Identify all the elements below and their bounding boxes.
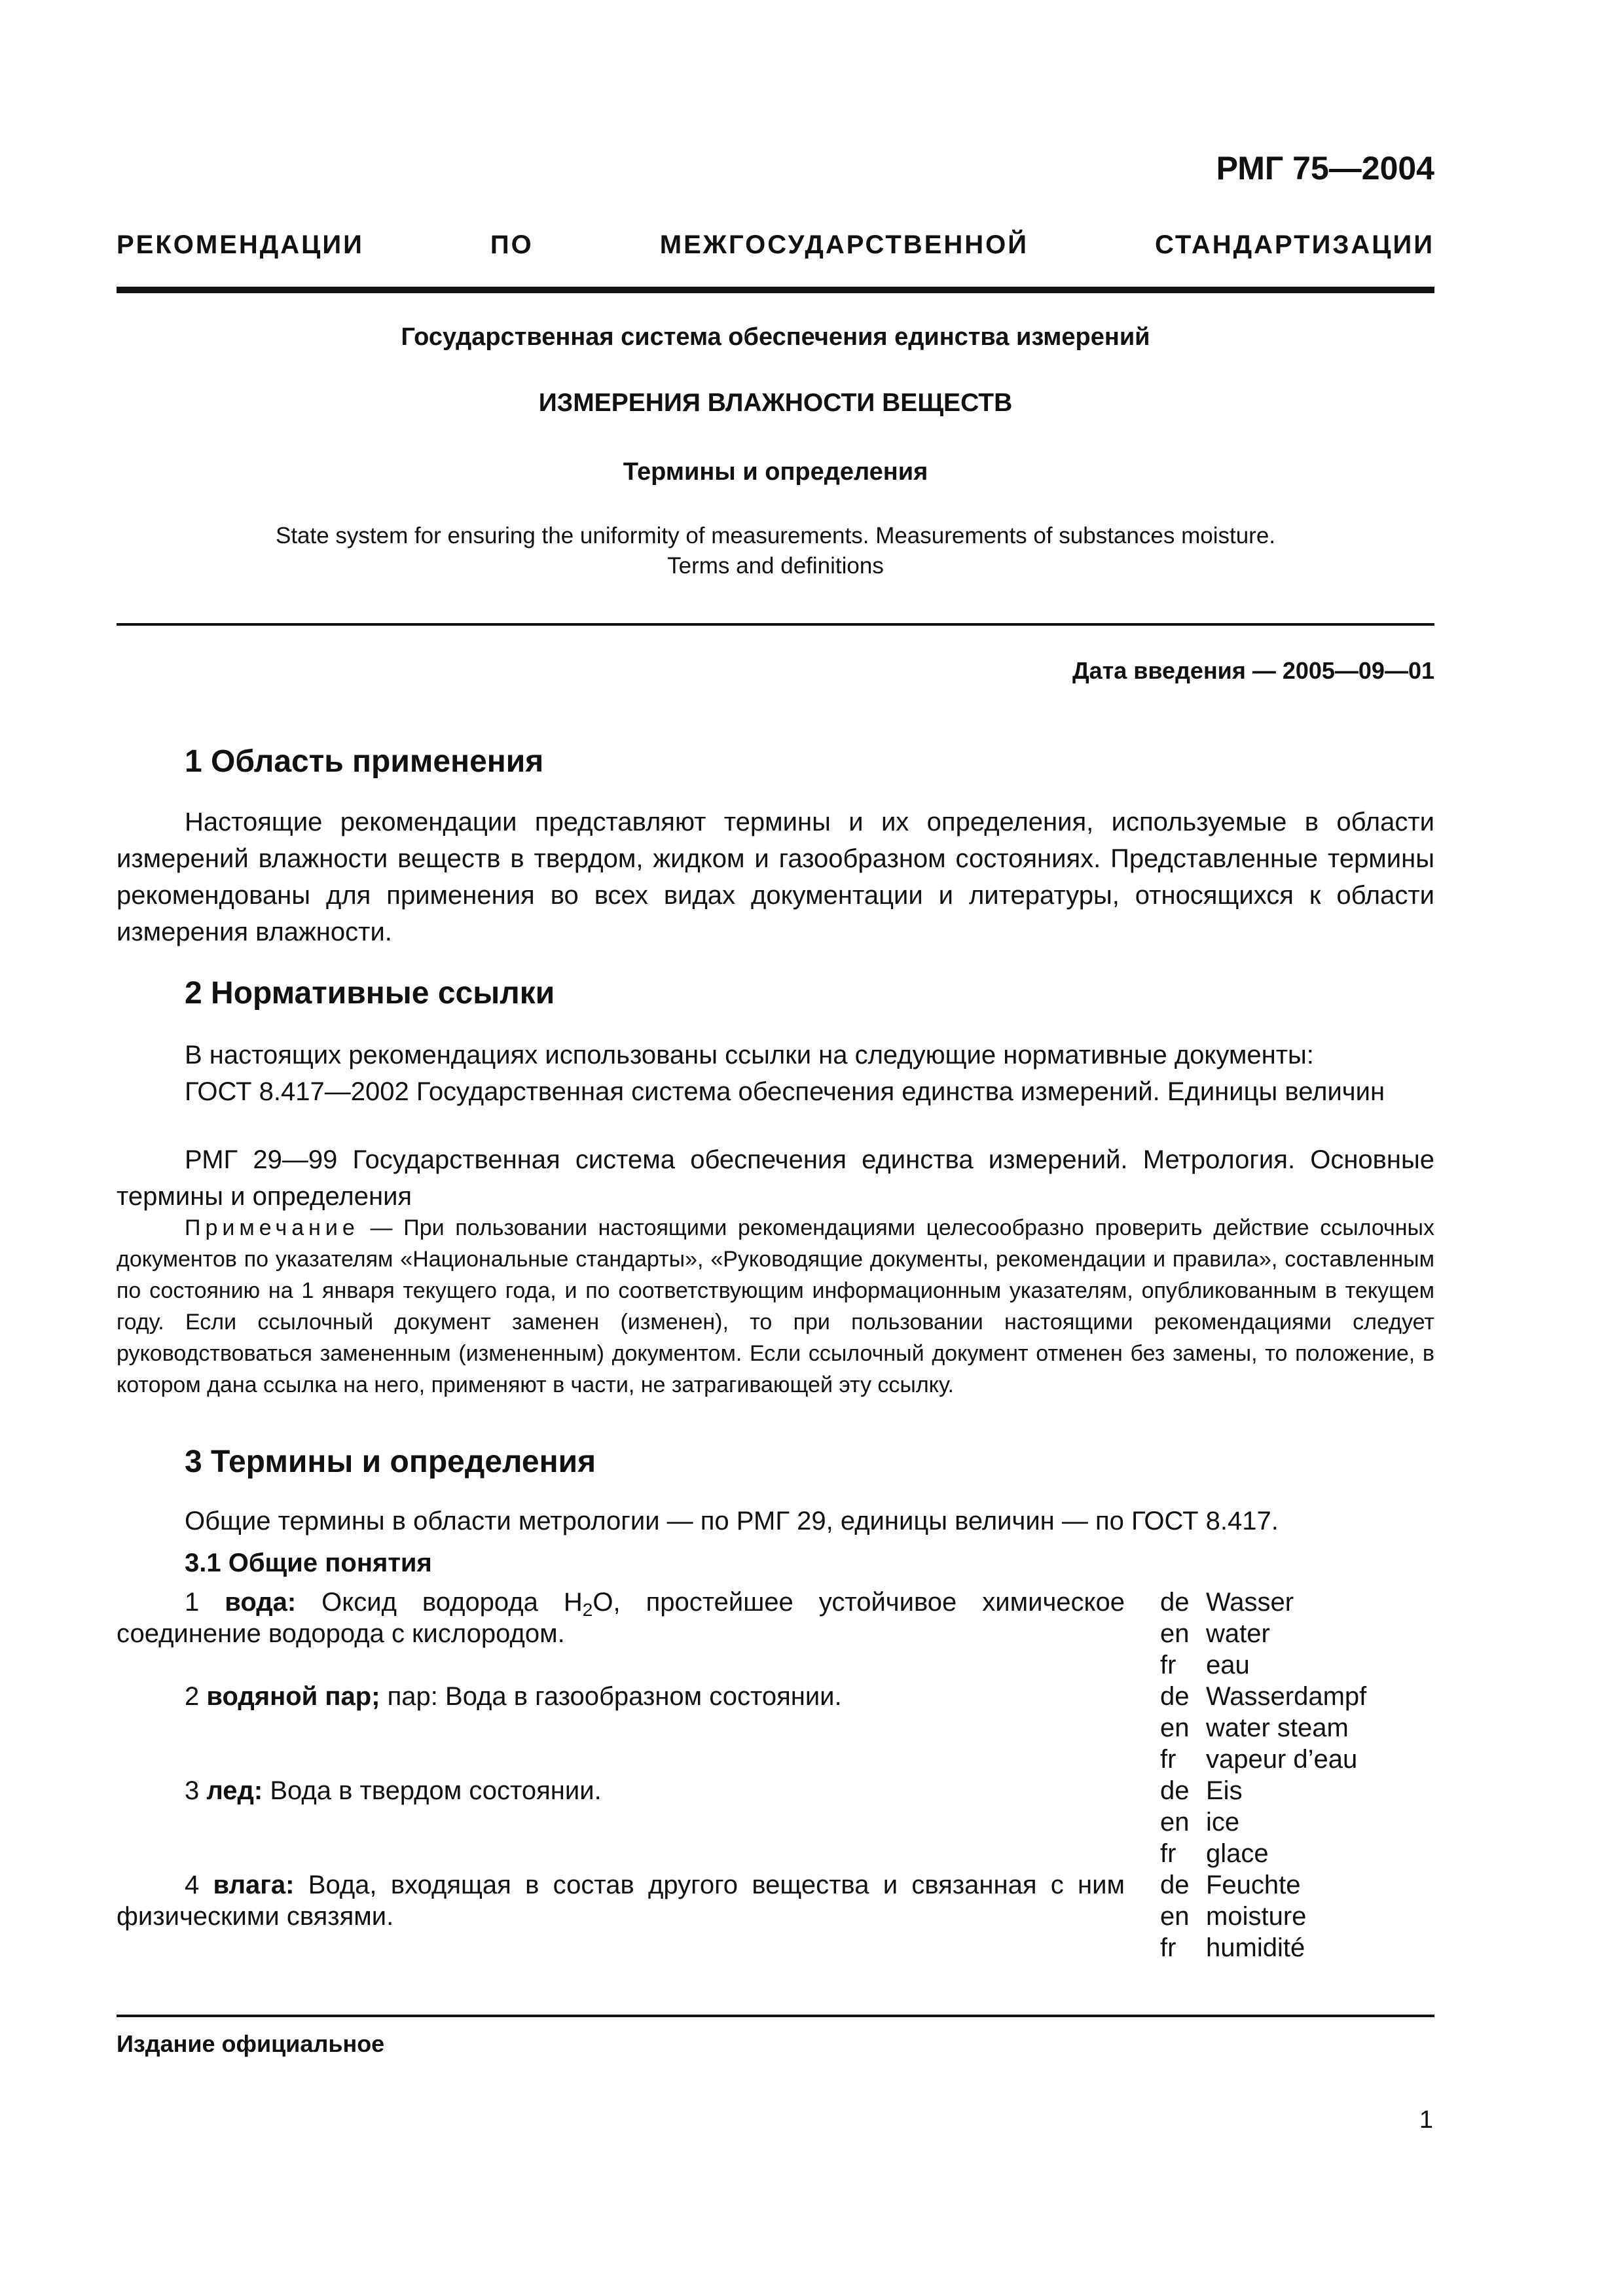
lang-code: fr: [1160, 1651, 1176, 1679]
section-3-lead: [117, 1503, 1434, 1539]
section-2-heading: 2 Нормативные ссылки: [185, 976, 555, 1011]
term-equivalents: [1160, 1775, 1269, 1869]
english-title: [117, 521, 1434, 581]
term-entry: [117, 1869, 1125, 1932]
term-entry: [117, 1681, 1125, 1712]
series-title: РЕКОМЕНДАЦИИ ПО МЕЖГОСУДАРСТВЕННОЙ СТАНДАРТИЗАЦИИ: [117, 230, 1434, 259]
section-2-lead: [117, 1037, 1434, 1073]
term-definition: Оксид водорода H: [296, 1588, 583, 1617]
reference-gost: [117, 1073, 1434, 1110]
main-title: ИЗМЕРЕНИЯ ВЛАЖНОСТИ ВЕЩЕСТВ: [538, 389, 1013, 417]
reference-rmg-text: РМГ 29—99 Государственная система обеспечения единства измерений. Метрология. Основные термины и определения: [117, 1145, 1434, 1211]
lang-code: de: [1160, 1776, 1190, 1805]
lang-code: en: [1160, 1713, 1190, 1742]
section-2-lead-text: В настоящих рекомендациях использованы ссылки на следующие нормативные документы:: [185, 1041, 1314, 1069]
lang-row: [1160, 1712, 1366, 1744]
english-title-line1: State system for ensuring the uniformity of measurements. Measurements of substances moisture.: [275, 523, 1276, 548]
section-1-body: Настоящие рекомендации представляют термины и их определения, используемые в области измерений влажности веществ в твердом, жидком и газообразном состояниях. Представленные термины рекомендованы для применения во всех видах документации и литературы, относящихся к области измерения влажности.: [117, 808, 1434, 946]
lang-code: en: [1160, 1808, 1190, 1837]
section-3-lead-text: Общие термины в области метрологии — по РМГ 29, единицы величин — по ГОСТ 8.417.: [185, 1507, 1279, 1535]
lang-row: [1160, 1744, 1366, 1775]
document-number: РМГ 75—2004: [1216, 150, 1434, 187]
page-number: 1: [1419, 2106, 1433, 2134]
subsection-heading: 3.1 Общие понятия: [185, 1549, 432, 1577]
lang-word: Wasserdampf: [1206, 1682, 1367, 1711]
term-name: вода:: [225, 1588, 297, 1617]
section-1-heading: 1 Область применения: [185, 744, 544, 779]
lang-row: [1160, 1806, 1269, 1838]
term-entry: [117, 1775, 1125, 1806]
subscript: 2: [582, 1600, 593, 1620]
lang-row: [1160, 1775, 1269, 1806]
term-name: водяной пар;: [206, 1682, 380, 1711]
lang-code: fr: [1160, 1839, 1176, 1868]
lang-row: [1160, 1932, 1306, 1964]
lang-word: glace: [1206, 1839, 1269, 1868]
lang-row: [1160, 1649, 1294, 1681]
reference-rmg: [117, 1141, 1434, 1215]
note-text: — При пользовании настоящими рекомендациями целесообразно проверить действие ссылочных документов по указателям «Национальные стандарты», «Руководящие документы, рекомендации и правила», составленным по состоянию на 1 января текущего года, и по соответствующим информационным указателям, опубликованным в текущем году. Если ссылочный документ заменен (изменен), то при пользовании настоящими рекомендациями следует руководствоваться замененным (измененным) документом. Если ссылочный документ отменен без замены, то положение, в котором дана ссылка на него, применяют в части, не затрагивающей эту ссылку.: [117, 1215, 1434, 1397]
term-definition: Вода, входящая в состав другого вещества и связанная с ним физическими связями.: [117, 1871, 1125, 1931]
term-definition: пар: Вода в газообразном состоянии.: [380, 1682, 842, 1711]
note: [117, 1212, 1434, 1401]
header-rule: [117, 287, 1434, 293]
lang-code: fr: [1160, 1745, 1176, 1774]
term-equivalents: [1160, 1681, 1366, 1775]
lang-code: en: [1160, 1902, 1190, 1931]
lang-word: humidité: [1206, 1933, 1305, 1962]
lang-word: moisture: [1206, 1902, 1307, 1931]
reference-gost-text: ГОСТ 8.417—2002 Государственная система обеспечения единства измерений. Единицы величин: [185, 1077, 1385, 1106]
term-equivalents: [1160, 1869, 1306, 1964]
introduction-date: Дата введения — 2005—09—01: [1072, 657, 1434, 684]
lang-code: de: [1160, 1588, 1190, 1617]
lang-word: water steam: [1206, 1713, 1349, 1742]
lang-row: [1160, 1901, 1306, 1932]
section-1-text: [117, 804, 1434, 950]
english-title-line2: Terms and definitions: [667, 553, 884, 579]
lang-code: fr: [1160, 1933, 1176, 1962]
lang-code: de: [1160, 1682, 1190, 1711]
official-edition-label: Издание официальное: [117, 2030, 385, 2057]
footer-rule: [117, 2015, 1434, 2017]
lang-row: [1160, 1838, 1269, 1869]
lang-word: water: [1206, 1619, 1270, 1648]
lang-word: Eis: [1206, 1776, 1243, 1805]
term-entry: [117, 1587, 1125, 1649]
section-3-heading: 3 Термины и определения: [185, 1444, 596, 1479]
lang-code: de: [1160, 1871, 1190, 1899]
term-definition-continued: O, простейшее устойчивое химическое соединение водорода с кислородом.: [117, 1588, 1125, 1648]
term-equivalents: [1160, 1587, 1294, 1681]
note-label: Примечание: [185, 1215, 359, 1240]
lang-word: eau: [1206, 1651, 1250, 1679]
term-name: лед:: [206, 1776, 263, 1805]
lang-row: [1160, 1618, 1294, 1649]
term-definition: Вода в твердом состоянии.: [263, 1776, 602, 1805]
system-title: Государственная система обеспечения единства измерений: [401, 323, 1150, 351]
term-name: влага:: [213, 1871, 295, 1899]
lang-row: [1160, 1587, 1294, 1618]
lang-row: [1160, 1869, 1306, 1901]
lang-word: ice: [1206, 1808, 1240, 1837]
lang-word: Wasser: [1206, 1588, 1294, 1617]
lang-word: Feuchte: [1206, 1871, 1301, 1899]
term-number: 1: [185, 1588, 200, 1617]
lang-row: [1160, 1681, 1366, 1712]
term-number: 4: [185, 1871, 200, 1899]
lang-code: en: [1160, 1619, 1190, 1648]
term-number: 3: [185, 1776, 200, 1805]
subtitle: Термины и определения: [623, 458, 928, 486]
lang-word: vapeur d’eau: [1206, 1745, 1358, 1774]
title-rule: [117, 623, 1434, 626]
term-number: 2: [185, 1682, 200, 1711]
